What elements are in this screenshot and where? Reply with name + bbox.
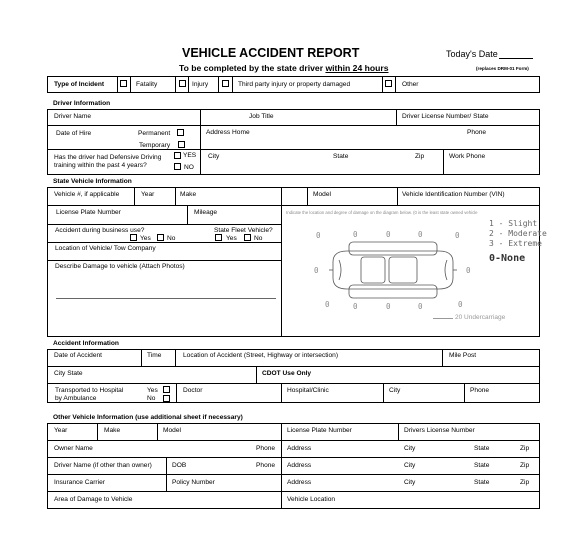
defensive-yes-checkbox[interactable] — [174, 152, 181, 159]
owner-city-field[interactable]: City — [404, 445, 416, 452]
other-incident-label: Other — [402, 81, 419, 88]
accident-city-state-field[interactable]: City State — [54, 370, 83, 377]
other-incident-checkbox[interactable] — [385, 80, 392, 87]
injury-checkbox[interactable] — [179, 80, 186, 87]
accident-time-field[interactable]: Time — [147, 352, 162, 359]
other-driver-city-field[interactable]: City — [404, 462, 416, 469]
describe-damage-field[interactable]: Describe Damage to vehicle (Attach Photos) — [55, 263, 185, 270]
other-vehicle-model-field[interactable]: Model — [163, 427, 181, 434]
vin-field[interactable]: Vehicle Identification Number (VIN) — [402, 191, 505, 198]
vehicle-location-tow-field[interactable]: Location of Vehicle/ Tow Company — [55, 245, 156, 252]
ambulance-yes-label: Yes — [147, 387, 158, 394]
permanent-label: Permanent — [138, 130, 171, 137]
date-of-hire-field[interactable]: Date of Hire — [56, 130, 92, 137]
defensive-driving-question-line2: training within the past 4 years? — [54, 162, 147, 169]
vehicle-damage-diagram[interactable] — [325, 238, 461, 302]
third-party-label: Third party injury or property damaged — [238, 81, 351, 88]
incident-type-label: Type of Incident — [54, 81, 105, 88]
ambulance-question: Transported to Hospital — [55, 387, 124, 394]
mile-post-field[interactable]: Mile Post — [449, 352, 477, 359]
permanent-checkbox[interactable] — [177, 129, 184, 136]
state-vehicle-section-title: State Vehicle Information — [53, 178, 132, 185]
temporary-label: Temporary — [139, 142, 171, 149]
home-phone-field[interactable]: Phone — [467, 129, 487, 136]
hospital-clinic-field[interactable]: Hospital/Clinic — [287, 387, 329, 394]
defensive-driving-question: Has the driver had Defensive Driving — [54, 154, 162, 161]
state-fleet-no-label: No — [254, 235, 263, 242]
driver-state-field[interactable]: State — [333, 153, 349, 160]
state-vehicle-year-field[interactable]: Year — [141, 191, 155, 198]
damage-score-left[interactable]: 0 — [314, 266, 319, 275]
fatality-label: Fatality — [136, 81, 158, 88]
ambulance-question-line2: by Ambulance — [55, 395, 97, 402]
damage-score-rear-right[interactable]: 0 — [455, 231, 460, 240]
damage-score-bottom-5[interactable]: 0 — [458, 300, 463, 309]
business-use-question: Accident during business use? — [55, 227, 145, 234]
job-title-field[interactable]: Job Title — [249, 113, 274, 120]
work-phone-field[interactable]: Work Phone — [449, 153, 486, 160]
hospital-phone-field[interactable]: Phone — [470, 387, 490, 394]
other-driver-name-field[interactable]: Driver Name (if other than owner) — [54, 462, 152, 469]
damage-score-top-3[interactable]: 0 — [418, 230, 423, 239]
other-vehicle-year-field[interactable]: Year — [54, 427, 68, 434]
policy-number-field[interactable]: Policy Number — [172, 479, 215, 486]
driver-section-title: Driver Information — [53, 100, 111, 107]
legend-extreme: 3 - Extreme — [489, 239, 542, 248]
insurance-zip-field[interactable]: Zip — [520, 479, 530, 486]
form-subtitle: To be completed by the state driver within 24 hours — [179, 63, 389, 73]
cdot-use-only-label: CDOT Use Only — [262, 370, 312, 377]
state-fleet-question: State Fleet Vehicle? — [214, 227, 273, 234]
temporary-checkbox[interactable] — [178, 141, 185, 148]
injury-label: Injury — [192, 81, 209, 88]
todays-date-label: Today's Date — [446, 49, 498, 59]
damage-score-front-left[interactable]: 0 — [316, 231, 321, 240]
undercarriage-field[interactable] — [433, 314, 505, 321]
damage-score-bottom-1[interactable]: 0 — [325, 300, 330, 309]
other-damage-area-field[interactable]: Area of Damage to Vehicle — [54, 496, 133, 503]
other-vehicle-location-field[interactable]: Vehicle Location — [287, 496, 336, 503]
driver-city-field[interactable]: City — [208, 153, 220, 160]
replaces-note: (replaces DRM-01 Form) — [476, 66, 529, 71]
state-fleet-yes-checkbox[interactable] — [215, 234, 222, 241]
accident-date-field[interactable]: Date of Accident — [54, 352, 103, 359]
address-home-field[interactable]: Address Home — [206, 129, 250, 136]
other-driver-phone-field[interactable]: Phone — [256, 462, 276, 469]
damage-score-bottom-2[interactable]: 0 — [353, 302, 358, 311]
other-vehicle-make-field[interactable]: Make — [104, 427, 121, 434]
damage-score-right[interactable]: 0 — [466, 266, 471, 275]
accident-location-field[interactable]: Location of Accident (Street, Highway or intersection) — [183, 352, 339, 359]
third-party-checkbox[interactable] — [222, 80, 229, 87]
legend-none: 0-None — [489, 253, 526, 264]
business-use-yes-checkbox[interactable] — [130, 234, 137, 241]
defensive-no-label: NO — [184, 164, 194, 171]
undercarriage-score: 20 — [455, 314, 463, 321]
damage-score-top-1[interactable]: 0 — [353, 230, 358, 239]
driver-name-field[interactable]: Driver Name — [54, 113, 92, 120]
other-driver-state-field[interactable]: State — [474, 462, 490, 469]
doctor-field[interactable]: Doctor — [183, 387, 203, 394]
deadline-emphasis: within 24 hours — [325, 63, 389, 73]
driver-license-field[interactable]: Driver License Number/ State — [402, 113, 489, 120]
business-use-no-label: No — [167, 235, 176, 242]
other-driver-dob-field[interactable]: DOB — [172, 462, 187, 469]
owner-zip-field[interactable]: Zip — [520, 445, 530, 452]
state-vehicle-model-field[interactable]: Model — [313, 191, 331, 198]
diagram-instructions: Indicate the location and degree of damage on the diagram below. (0 is the least state owned vehicle — [286, 210, 478, 215]
owner-phone-field[interactable]: Phone — [256, 445, 276, 452]
undercarriage-label: Undercarriage — [464, 314, 506, 321]
business-use-no-checkbox[interactable] — [157, 234, 164, 241]
legend-moderate: 2 - Moderate — [489, 229, 547, 238]
accident-section-title: Accident Information — [53, 340, 119, 347]
vehicle-number-field[interactable]: Vehicle #, if applicable — [54, 191, 120, 198]
mileage-field[interactable]: Mileage — [194, 209, 218, 216]
owner-name-field[interactable]: Owner Name — [54, 445, 93, 452]
fatality-checkbox[interactable] — [120, 80, 127, 87]
defensive-no-checkbox[interactable] — [174, 163, 181, 170]
owner-address-field[interactable]: Address — [287, 445, 312, 452]
other-vehicle-plate-field[interactable]: License Plate Number — [287, 427, 352, 434]
insurance-city-field[interactable]: City — [404, 479, 416, 486]
ambulance-no-label: No — [147, 395, 156, 402]
state-fleet-no-checkbox[interactable] — [244, 234, 251, 241]
ambulance-yes-checkbox[interactable] — [163, 386, 170, 393]
insurance-carrier-field[interactable]: Insurance Carrier — [54, 479, 105, 486]
hospital-city-field[interactable]: City — [389, 387, 401, 394]
business-use-yes-label: Yes — [140, 235, 151, 242]
other-vehicle-section-title: Other Vehicle Information (use additional sheet if necessary) — [53, 414, 243, 421]
damage-score-bottom-3[interactable]: 0 — [386, 302, 391, 311]
other-driver-address-field[interactable]: Address — [287, 462, 312, 469]
state-fleet-yes-label: Yes — [226, 235, 237, 242]
damage-score-top-2[interactable]: 0 — [386, 230, 391, 239]
other-driver-license-field[interactable]: Drivers License Number — [404, 427, 475, 434]
damage-score-bottom-4[interactable]: 0 — [418, 302, 423, 311]
form-title: VEHICLE ACCIDENT REPORT — [182, 46, 360, 60]
state-vehicle-make-field[interactable]: Make — [180, 191, 197, 198]
ambulance-no-checkbox[interactable] — [163, 395, 170, 402]
insurance-state-field[interactable]: State — [474, 479, 490, 486]
owner-state-field[interactable]: State — [474, 445, 490, 452]
insurance-address-field[interactable]: Address — [287, 479, 312, 486]
license-plate-field[interactable]: License Plate Number — [56, 209, 121, 216]
defensive-yes-label: YES — [183, 152, 197, 159]
other-driver-zip-field[interactable]: Zip — [520, 462, 530, 469]
todays-date-field[interactable] — [499, 58, 533, 59]
legend-slight: 1 - Slight — [489, 219, 538, 228]
driver-zip-field[interactable]: Zip — [415, 153, 425, 160]
